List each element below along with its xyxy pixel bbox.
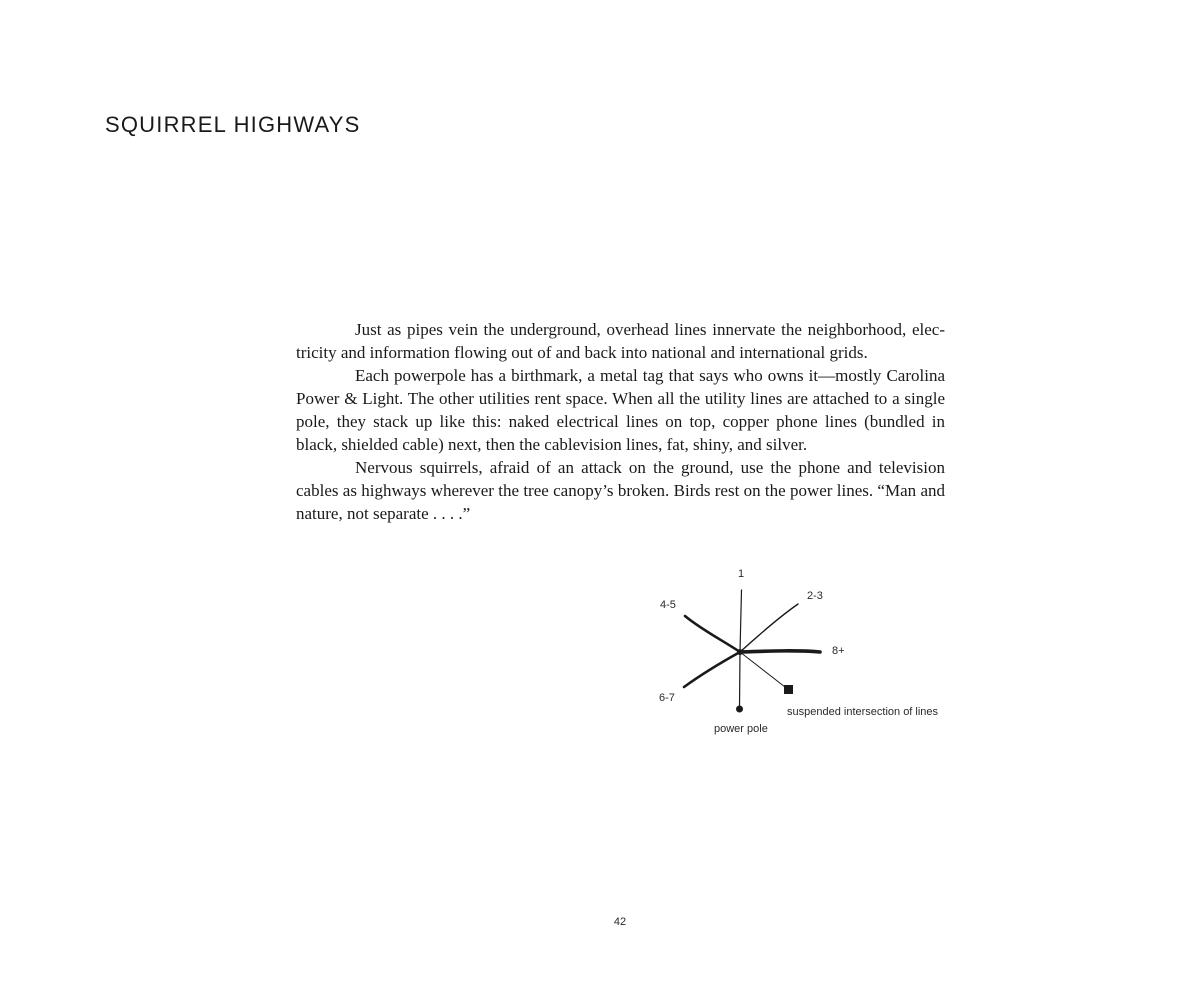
- page-title: SQUIRREL HIGHWAYS: [105, 112, 361, 137]
- page-number: 42: [613, 916, 627, 928]
- line-2-3: [740, 604, 798, 652]
- line-4-5: [685, 616, 740, 652]
- label-line-8-plus: 8+: [832, 645, 845, 657]
- suspended-intersection-marker: [784, 685, 793, 694]
- label-line-1: 1: [738, 568, 745, 580]
- line-8-plus: [740, 651, 820, 652]
- label-line-4-5: 4-5: [660, 599, 676, 611]
- paragraph-3: Nervous squirrels, afraid of an attack on the ground, use the phone and television cables as highways wherever the tree canopy’s broken. Birds rest on the power lines. “Man and nature, not separate . . . .”: [296, 458, 945, 523]
- power-pole-marker: [736, 706, 743, 713]
- label-line-6-7: 6-7: [659, 692, 675, 704]
- paragraph-2: Each powerpole has a birthmark, a metal tag that says who owns it—mostly Carolina Power & Light. The other utilities rent space. When all the utility lines are attached to a single pole, they stack up like this: naked electrical lines on top, copper phone lines (bundled in black, shielded cable) next, then the cablevision lines, fat, shiny, and silver.: [296, 366, 945, 454]
- line-6-7: [684, 652, 740, 687]
- label-suspended-intersection: suspended intersection of lines: [787, 706, 939, 718]
- intersection-line: [740, 652, 785, 687]
- label-line-2-3: 2-3: [807, 590, 823, 602]
- paragraph-1: Just as pipes vein the underground, overhead lines innervate the neighborhood, elec-tricity and information flowing out of and back into national and international grids.: [296, 320, 945, 362]
- junction-point: [737, 649, 743, 655]
- body-text: [296, 318, 945, 525]
- utility-lines-diagram: [640, 560, 960, 750]
- pole-line: [740, 652, 741, 708]
- label-power-pole: power pole: [714, 723, 768, 735]
- line-1: [740, 590, 742, 652]
